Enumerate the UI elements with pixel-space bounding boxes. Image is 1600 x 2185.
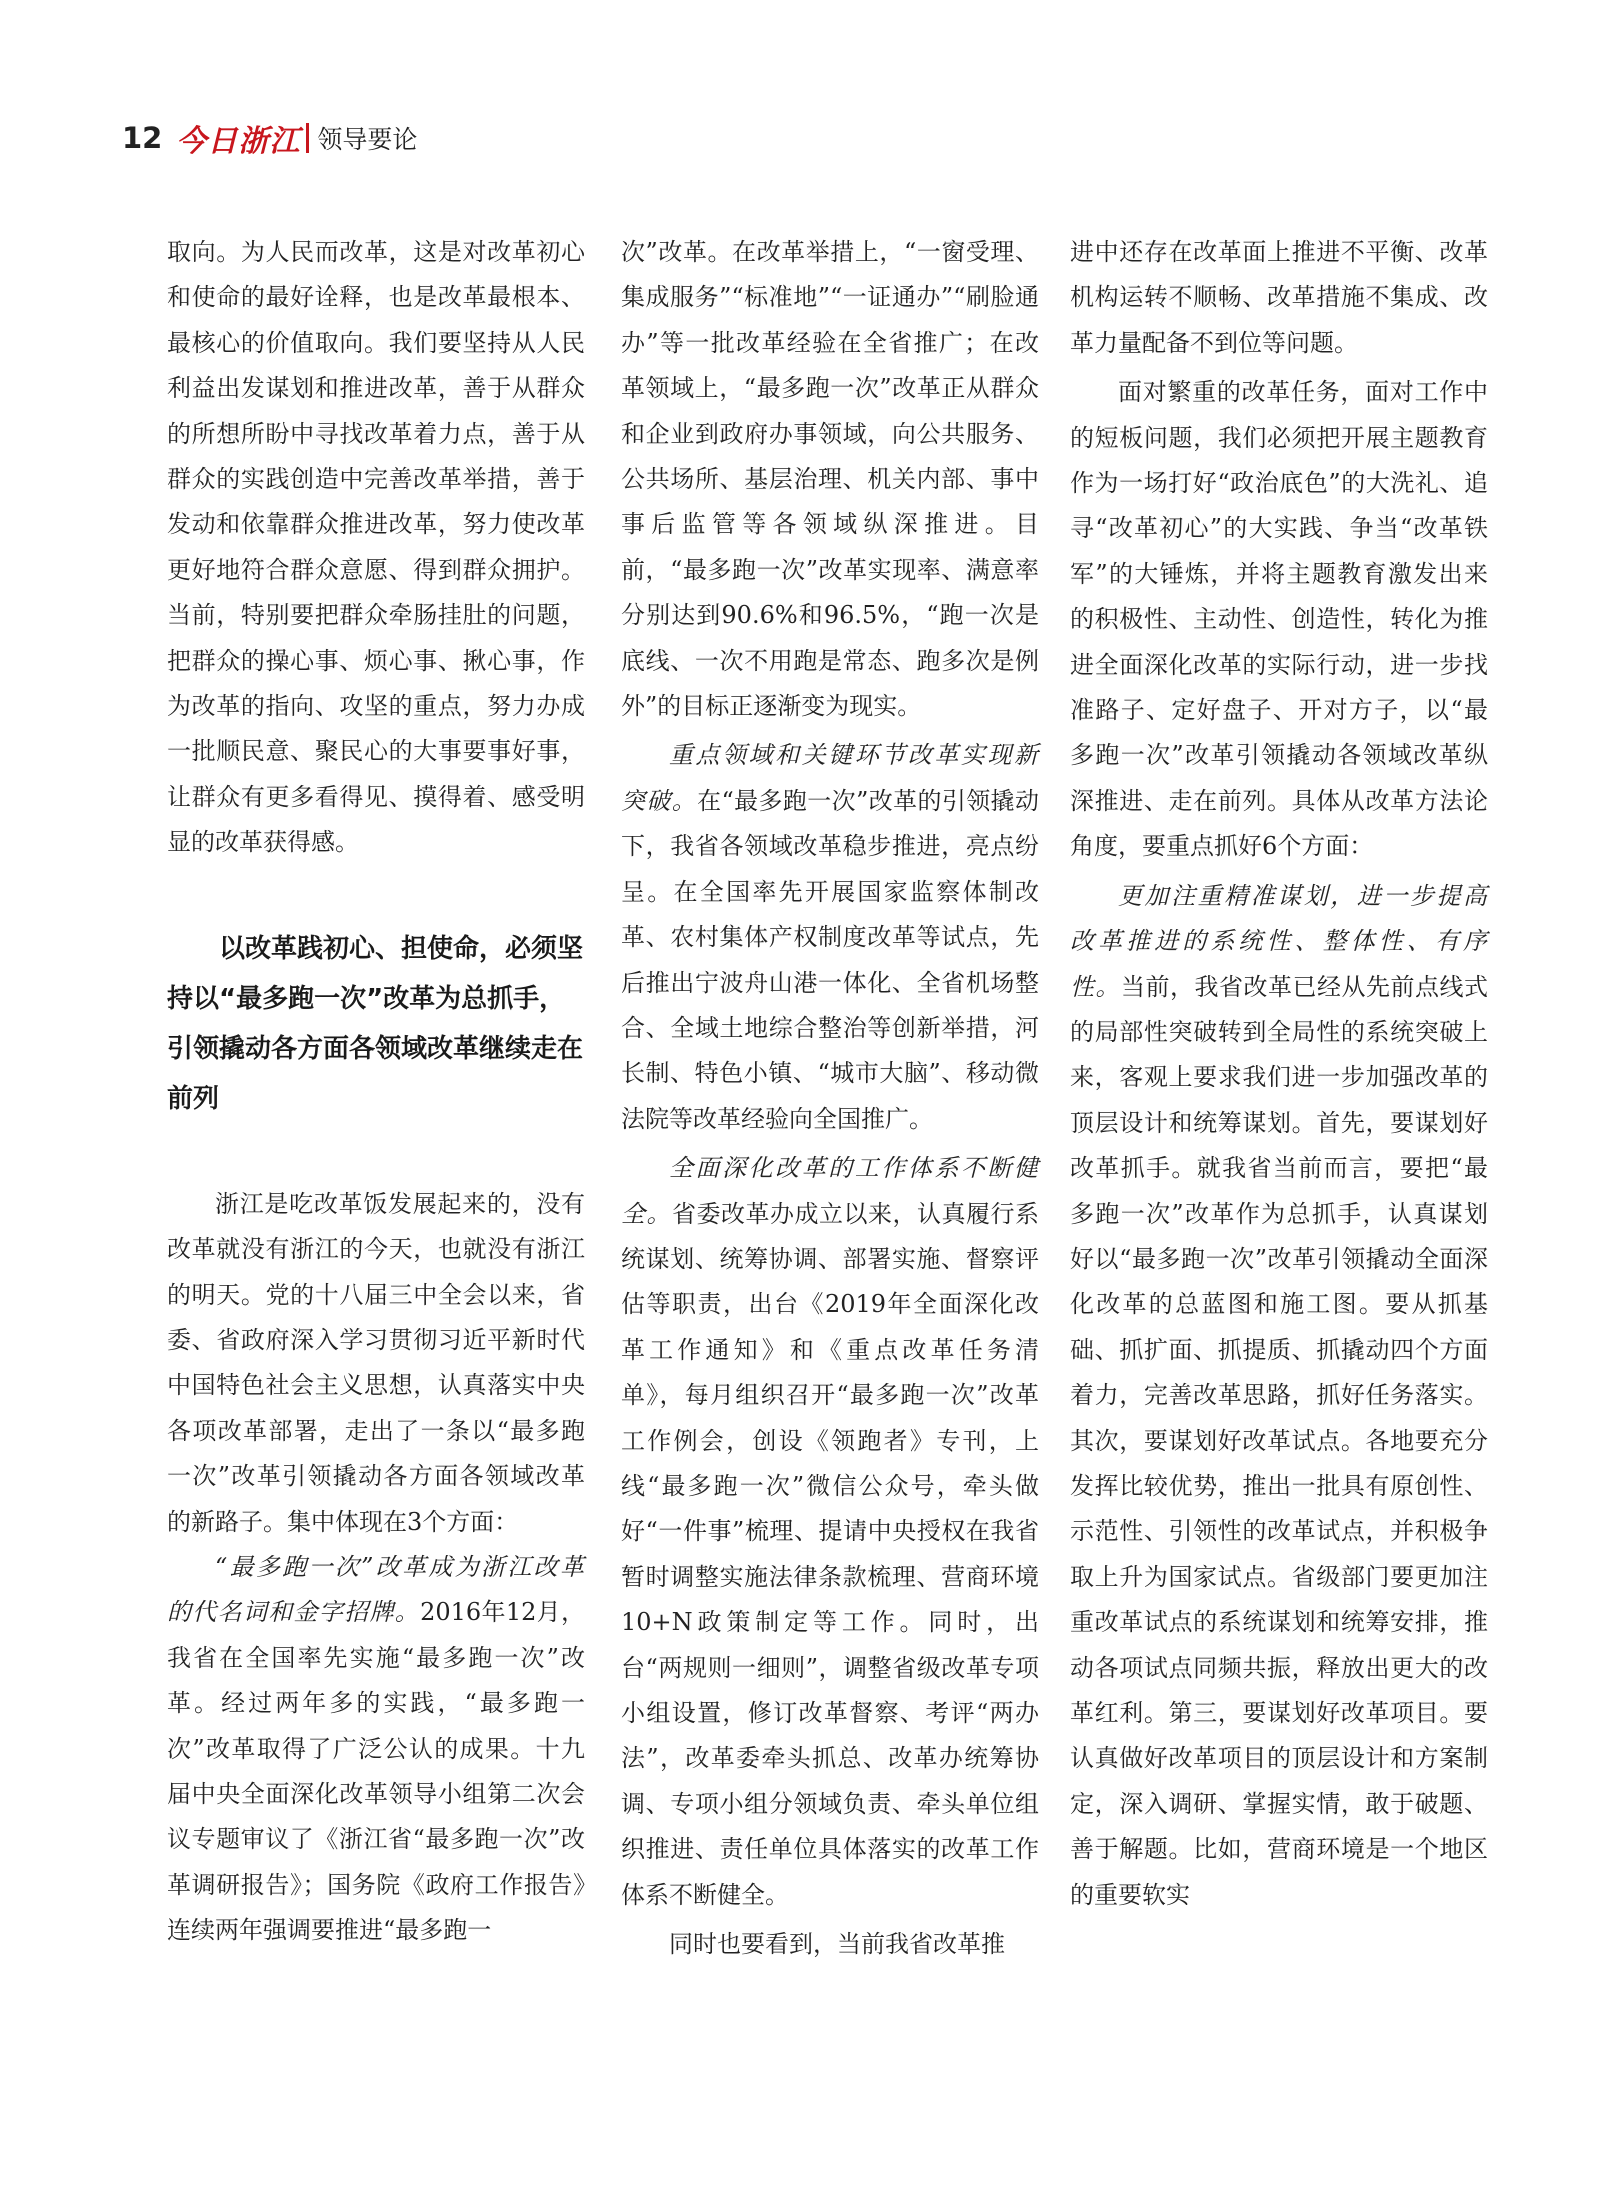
paragraph: 面对繁重的改革任务，面对工作中的短板问题，我们必须把开展主题教育作为一场打好“政治底色”的大洗礼、追寻“改革初心”的大实践、争当“改革铁军”的大锤炼，并将主题教育激发出来的积极性、主动性、创造性，转化为推进全面深化改革的实际行动，进一步找准路子、定好盘子、开对方子，以“最多跑一次”改革引领撬动各领域改革纵深推进、走在前列。具体从改革方法论角度，要重点抓好6个方面：: [1070, 378, 1488, 861]
paragraph: [621, 733, 1039, 1142]
paragraph: 次”改革。在改革举措上，“一窗受理、集成服务”“标准地”“一证通办”“刷脸通办”等一批改革经验在全省推广；在改革领域上，“最多跑一次”改革正从群众和企业到政府办事领域，向公共服务、公共场所、基层治理、机关内部、事中事后监管等各领域纵深推进。目前，“最多跑一次”改革实现率、满意率分别达到90.6%和96.5%，“跑一次是底线、一次不用跑是常态、跑多次是例外”的目标正逐渐变为现实。: [621, 238, 1039, 721]
magazine-logo: 今日浙江: [176, 125, 301, 158]
paragraph: [167, 1545, 585, 1954]
lead-in: 全面深化改革的工作体系不断健全。: [621, 1154, 1039, 1228]
lead-in: “最多跑一次”改革成为浙江改革的代名词和金字招牌。: [167, 1552, 585, 1627]
section-title: 领导要论: [317, 125, 418, 154]
lead-in: 重点领域和关键环节改革实现新突破。: [621, 741, 1039, 815]
page-number: 12: [122, 121, 163, 155]
paragraph: 浙江是吃改革饭发展起来的，没有改革就没有浙江的今天，也就没有浙江的明天。党的十八届三中全会以来，省委、省政府深入学习贯彻习近平新时代中国特色社会主义思想，认真落实中央各项改革部署，走出了一条以“最多跑一次”改革引领撬动各方面各领域改革的新路子。集中体现在3个方面：: [167, 1189, 585, 1536]
paragraph-body: 在“最多跑一次”改革的引领撬动下，我省各领域改革稳步推进，亮点纷呈。在全国率先开展国家监察体制改革、农村集体产权制度改革等试点，先后推出宁波舟山港一体化、全省机场整合、全域土地综合整治等创新举措，河长制、特色小镇、“城市大脑”、移动微法院等改革经验向全国推广。: [621, 786, 1039, 1133]
paragraph: [1070, 874, 1488, 1918]
column-2: [621, 230, 1039, 1967]
header-divider: [306, 123, 309, 153]
section-heading: 以改革践初心、担使命，必须坚持以“最多跑一次”改革为总抓手，引领撬动各方面各领域改革继续走在前列: [167, 933, 584, 1114]
paragraph: [621, 1146, 1039, 1918]
paragraph-body: 省委改革办成立以来，认真履行系统谋划、统筹协调、部署实施、督察评估等职责，出台《2019年全面深化改革工作通知》和《重点改革任务清单》，每月组织召开“最多跑一次”改革工作例会，创设《领跑者》专刊，上线“最多跑一次”微信公众号，牵头做好“一件事”梳理、提请中央授权在我省暂时调整实施法律条款梳理、营商环境10+N政策制定等工作。同时，出台“两规则一细则”，调整省级改革专项小组设置，修订改革督察、考评“两办法”，改革委牵头抓总、改革办统筹协调、专项小组分领域负责、牵头单位组织推进、责任单位具体落实的改革工作体系不断健全。: [621, 1199, 1039, 1909]
column-1: [167, 230, 585, 1954]
paragraph: 进中还存在改革面上推进不平衡、改革机构运转不顺畅、改革措施不集成、改革力量配备不到位等问题。: [1070, 238, 1488, 357]
lead-in: 更加注重精准谋划，进一步提高改革推进的系统性、整体性、有序性。: [1070, 881, 1488, 1001]
paragraph: 取向。为人民而改革，这是对改革初心和使命的最好诠释，也是改革最根本、最核心的价值取向。我们要坚持从人民利益出发谋划和推进改革，善于从群众的所想所盼中寻找改革着力点，善于从群众的实践创造中完善改革举措，善于发动和依靠群众推进改革，努力使改革更好地符合群众意愿、得到群众拥护。当前，特别要把群众牵肠挂肚的问题，把群众的操心事、烦心事、揪心事，作为改革的指向、攻坚的重点，努力办成一批顺民意、聚民心的大事要事好事，让群众有更多看得见、摸得着、感受明显的改革获得感。: [167, 238, 585, 857]
paragraph-body: 2016年12月，我省在全国率先实施“最多跑一次”改革。经过两年多的实践，“最多跑一次”改革取得了广泛公认的成果。十九届中央全面深化改革领导小组第二次会议专题审议了《浙江省“最多跑一次”改革调研报告》；国务院《政府工作报告》连续两年强调要推进“最多跑一: [167, 1598, 585, 1945]
page-header: [122, 118, 417, 158]
paragraph-body: 当前，我省改革已经从先前点线式的局部性突破转到全局性的系统突破上来，客观上要求我们进一步加强改革的顶层设计和统筹谋划。首先，要谋划好改革抓手。就我省当前而言，要把“最多跑一次”改革作为总抓手，认真谋划好以“最多跑一次”改革引领撬动全面深化改革的总蓝图和施工图。要从抓基础、抓扩面、抓提质、抓撬动四个方面着力，完善改革思路，抓好任务落实。其次，要谋划好改革试点。各地要充分发挥比较优势，推出一批具有原创性、示范性、引领性的改革试点，并积极争取上升为国家试点。省级部门要更加注重改革试点的系统谋划和统筹安排，推动各项试点同频共振，释放出更大的改革红利。第三，要谋划好改革项目。要认真做好改革项目的顶层设计和方案制定，深入调研、掌握实情，敢于破题、善于解题。比如，营商环境是一个地区的重要软实: [1070, 972, 1488, 1909]
paragraph: 同时也要看到，当前我省改革推: [669, 1930, 1005, 1959]
column-3: [1070, 230, 1488, 1918]
